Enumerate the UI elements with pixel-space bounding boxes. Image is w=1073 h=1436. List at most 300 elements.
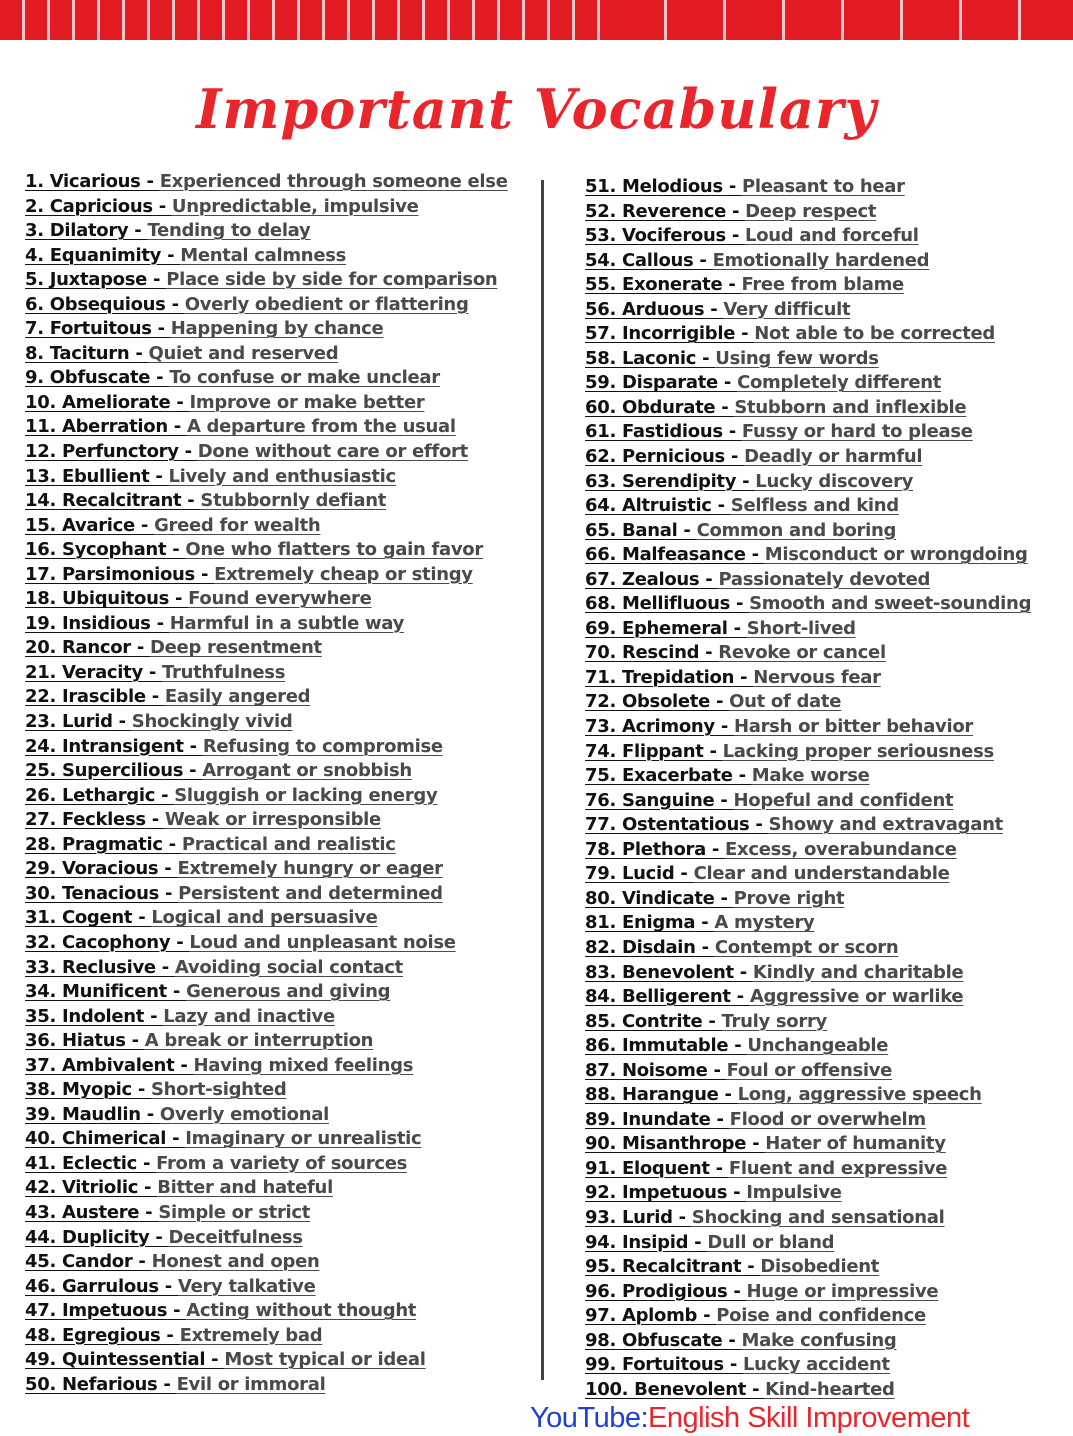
term-separator: - [733, 961, 753, 983]
vocabulary-entry [585, 322, 1065, 347]
vocabulary-term: 30. Tenacious [25, 882, 160, 904]
vocabulary-definition: Place side by side for comparison [166, 269, 498, 291]
vocabulary-term: 85. Contrite [585, 1010, 703, 1032]
vocabulary-term: 11. Aberration [25, 416, 168, 438]
vocabulary-entry [25, 415, 525, 440]
vocabulary-term: 86. Immutable [585, 1035, 729, 1057]
vocabulary-entry [25, 1103, 525, 1128]
vocabulary-term: 77. Ostentatious [585, 814, 750, 836]
vocabulary-definition: Done without care or effort [197, 441, 468, 463]
vocabulary-term: 79. Lucid [585, 863, 675, 885]
vocabulary-definition: Huge or impressive [746, 1280, 939, 1302]
term-separator: - [131, 1079, 151, 1101]
vocabulary-definition: Simple or strict [158, 1201, 311, 1223]
vocabulary-definition: Bitter and hateful [157, 1177, 333, 1199]
vocabulary-entry [25, 1324, 525, 1349]
vocabulary-term: 66. Malfeasance [585, 544, 746, 566]
vocabulary-definition: Logical and persuasive [151, 907, 378, 929]
vocabulary-definition: Extremely bad [179, 1324, 323, 1346]
term-separator: - [151, 318, 171, 340]
vocabulary-entry [585, 813, 1065, 838]
vocabulary-definition: Lucky accident [742, 1354, 890, 1376]
vocabulary-definition: Overly obedient or flattering [184, 293, 469, 315]
term-separator: - [723, 1354, 743, 1376]
vocabulary-term: 23. Lurid [25, 711, 113, 733]
vocabulary-term: 95. Recalcitrant [585, 1256, 742, 1278]
vocabulary-definition: Impulsive [746, 1182, 842, 1204]
vocabulary-definition: Deceitfulness [168, 1226, 303, 1248]
term-separator: - [714, 887, 734, 909]
term-separator: - [129, 342, 149, 364]
vocabulary-entry [585, 420, 1065, 445]
vocabulary-definition: Shocking and sensational [691, 1206, 945, 1228]
top-decorative-bar [0, 0, 1073, 40]
youtube-label: YouTube: [530, 1402, 649, 1434]
vocabulary-definition: Truly sorry [721, 1010, 827, 1032]
term-separator: - [705, 838, 726, 860]
vocabulary-term: 68. Mellifluous [585, 593, 730, 615]
vocabulary-term: 12. Perfunctory [25, 441, 179, 463]
term-separator: - [697, 1305, 717, 1327]
vocabulary-definition: A break or interruption [144, 1030, 374, 1052]
vocabulary-entry [585, 1353, 1065, 1378]
vocabulary-definition: Lucky discovery [755, 470, 914, 492]
vocabulary-term: 31. Cogent [25, 907, 133, 929]
term-separator: - [722, 421, 742, 443]
vocabulary-term: 94. Insipid [585, 1231, 689, 1253]
term-separator: - [727, 617, 747, 639]
vocabulary-entry [585, 1329, 1065, 1354]
vocabulary-term: 3. Dilatory [25, 220, 129, 242]
vocabulary-entry [585, 764, 1065, 789]
vocabulary-entry [25, 931, 525, 956]
vocabulary-entry [25, 1176, 525, 1201]
vocabulary-entry [585, 1010, 1065, 1035]
term-separator: - [183, 735, 203, 757]
vocabulary-entry [585, 617, 1065, 642]
vocabulary-entry [25, 1054, 525, 1079]
vocabulary-term: 62. Pernicious [585, 446, 725, 468]
vocabulary-term: 71. Trepidation [585, 666, 735, 688]
vocabulary-term: 33. Reclusive [25, 956, 156, 978]
vocabulary-entry [585, 592, 1065, 617]
vocabulary-term: 63. Serendipity [585, 470, 737, 492]
term-separator: - [725, 225, 746, 247]
vocabulary-entry [25, 1348, 525, 1373]
vocabulary-term: 96. Prodigious [585, 1280, 728, 1302]
term-separator: - [140, 171, 160, 192]
vocabulary-entry [585, 445, 1065, 470]
vocabulary-definition: Showy and extravagant [768, 814, 1003, 836]
vocabulary-term: 27. Feckless [25, 809, 146, 831]
term-separator: - [169, 588, 189, 610]
term-separator: - [142, 661, 163, 683]
term-separator: - [140, 1103, 160, 1125]
vocabulary-term: 4. Equanimity [25, 244, 162, 266]
vocabulary-term: 28. Pragmatic [25, 833, 163, 855]
term-separator: - [174, 1054, 194, 1076]
vocabulary-term: 84. Belligerent [585, 986, 731, 1008]
vocabulary-term: 56. Arduous [585, 298, 705, 320]
vocabulary-term: 52. Reverence [585, 200, 727, 222]
term-separator: - [704, 298, 724, 320]
term-separator: - [709, 1157, 729, 1179]
term-separator: - [730, 986, 750, 1008]
vocabulary-entry [585, 961, 1065, 986]
vocabulary-entry [25, 735, 525, 760]
vocabulary-term: 1. Vicarious [25, 171, 141, 192]
vocabulary-entry [25, 1373, 525, 1398]
vocabulary-entry [585, 494, 1065, 519]
vocabulary-term: 59. Disparate [585, 372, 718, 394]
vocabulary-entry [585, 1181, 1065, 1206]
vocabulary-term: 8. Taciturn [25, 342, 130, 364]
term-separator: - [745, 544, 765, 566]
term-separator: - [699, 642, 719, 664]
term-separator: - [736, 470, 756, 492]
term-separator: - [741, 1256, 761, 1278]
vocabulary-definition: Evil or immoral [176, 1373, 326, 1395]
vocabulary-entry [25, 244, 525, 269]
vocabulary-term: 37. Ambivalent [25, 1054, 175, 1076]
vocabulary-term: 58. Laconic [585, 347, 697, 369]
term-separator: - [707, 1059, 727, 1081]
vocabulary-entry [585, 862, 1065, 887]
term-separator: - [703, 740, 723, 762]
vocabulary-entry [25, 808, 525, 833]
vocabulary-entry [585, 519, 1065, 544]
vocabulary-definition: Stubbornly defiant [200, 490, 387, 512]
vocabulary-entry [25, 857, 525, 882]
vocabulary-definition: Kind-hearted [765, 1378, 895, 1400]
vocabulary-term: 65. Banal [585, 519, 678, 541]
term-separator: - [134, 514, 155, 536]
term-separator: - [735, 323, 755, 345]
vocabulary-entry [25, 538, 525, 563]
vocabulary-entry [25, 1078, 525, 1103]
term-separator: - [181, 490, 201, 512]
vocabulary-definition: Nervous fear [753, 666, 881, 688]
vocabulary-entry [25, 685, 525, 710]
term-separator: - [732, 765, 752, 787]
vocabulary-definition: Extremely cheap or stingy [214, 563, 473, 585]
column-divider [541, 180, 544, 1380]
vocabulary-entry [25, 612, 525, 637]
vocabulary-definition: Contempt or scorn [714, 936, 899, 958]
vocabulary-entry [585, 838, 1065, 863]
vocabulary-entry [585, 1034, 1065, 1059]
vocabulary-term: 70. Rescind [585, 642, 700, 664]
vocabulary-entry [25, 219, 525, 244]
vocabulary-entry [585, 1280, 1065, 1305]
vocabulary-entry [25, 636, 525, 661]
vocabulary-entry [25, 956, 525, 981]
term-separator: - [128, 220, 148, 242]
vocabulary-entry [25, 195, 525, 220]
vocabulary-entry [25, 759, 525, 784]
term-separator: - [158, 858, 178, 880]
vocabulary-definition: Overly emotional [159, 1103, 329, 1125]
vocabulary-term: 19. Insidious [25, 612, 151, 634]
vocabulary-definition: A mystery [714, 912, 815, 934]
vocabulary-definition: Emotionally hardened [712, 249, 930, 271]
term-separator: - [161, 244, 181, 266]
vocabulary-entry [585, 1255, 1065, 1280]
vocabulary-term: 48. Egregious [25, 1324, 161, 1346]
vocabulary-entry [25, 882, 525, 907]
vocabulary-definition: Completely different [737, 372, 942, 394]
vocabulary-entry [585, 1132, 1065, 1157]
vocabulary-term: 54. Callous [585, 249, 694, 271]
vocabulary-definition: To confuse or make unclear [169, 367, 440, 389]
term-separator: - [155, 784, 175, 806]
vocabulary-entry [25, 661, 525, 686]
term-separator: - [696, 347, 716, 369]
vocabulary-term: 91. Eloquent [585, 1157, 710, 1179]
vocabulary-term: 25. Supercilious [25, 760, 184, 782]
term-separator: - [718, 1084, 738, 1106]
vocabulary-definition: Unpredictable, impulsive [171, 195, 419, 217]
vocabulary-entry [25, 465, 525, 490]
vocabulary-term: 29. Voracious [25, 858, 159, 880]
vocabulary-entry [25, 833, 525, 858]
vocabulary-term: 57. Incorrigible [585, 323, 736, 345]
vocabulary-term: 40. Chimerical [25, 1128, 167, 1150]
vocabulary-entry [585, 371, 1065, 396]
vocabulary-definition: Out of date [729, 691, 842, 713]
vocabulary-entry [25, 563, 525, 588]
vocabulary-term: 5. Juxtapose [25, 269, 148, 291]
vocabulary-definition: Deep resentment [150, 637, 322, 659]
vocabulary-definition: Avoiding social contact [174, 956, 403, 978]
vocabulary-definition: Stubborn and inflexible [734, 396, 967, 418]
vocabulary-entry [585, 1378, 1065, 1403]
vocabulary-term: 21. Veracity [25, 661, 143, 683]
vocabulary-term: 38. Myopic [25, 1079, 132, 1101]
vocabulary-entry [25, 342, 525, 367]
vocabulary-entry [585, 690, 1065, 715]
vocabulary-term: 49. Quintessential [25, 1349, 206, 1371]
vocabulary-term: 35. Indolent [25, 1005, 145, 1027]
vocabulary-term: 73. Acrimony [585, 716, 715, 738]
term-separator: - [722, 274, 742, 296]
term-separator: - [138, 1177, 158, 1199]
vocabulary-definition: Loud and unpleasant noise [189, 931, 456, 953]
term-separator: - [734, 666, 754, 688]
term-separator: - [167, 416, 187, 438]
vocabulary-term: 97. Aplomb [585, 1305, 698, 1327]
vocabulary-term: 15. Avarice [25, 514, 135, 536]
vocabulary-term: 50. Nefarious [25, 1373, 158, 1395]
term-separator: - [150, 367, 170, 389]
term-separator: - [149, 1226, 169, 1248]
vocabulary-definition: Make worse [751, 765, 870, 787]
vocabulary-definition: Having mixed feelings [193, 1054, 414, 1076]
vocabulary-definition: Fussy or hard to please [741, 421, 973, 443]
term-separator: - [727, 1280, 747, 1302]
vocabulary-term: 7. Fortuitous [25, 318, 152, 340]
vocabulary-entry [25, 1005, 525, 1030]
vocabulary-term: 60. Obdurate [585, 396, 716, 418]
vocabulary-term: 53. Vociferous [585, 225, 726, 247]
term-separator: - [722, 176, 742, 197]
vocabulary-definition: Lacking proper seriousness [722, 740, 994, 762]
vocabulary-definition: Smooth and sweet-sounding [749, 593, 1032, 615]
vocabulary-term: 98. Obfuscate [585, 1329, 723, 1351]
vocabulary-term: 20. Rancor [25, 637, 131, 659]
vocabulary-term: 90. Misanthrope [585, 1133, 747, 1155]
vocabulary-definition: Practical and realistic [181, 833, 396, 855]
vocabulary-entry [585, 273, 1065, 298]
vocabulary-entry [585, 224, 1065, 249]
vocabulary-term: 88. Harangue [585, 1084, 719, 1106]
vocabulary-term: 67. Zealous [585, 568, 700, 590]
vocabulary-definition: Using few words [715, 347, 879, 369]
vocabulary-term: 34. Munificent [25, 981, 167, 1003]
vocabulary-definition: Harmful in a subtle way [169, 612, 405, 634]
term-separator: - [711, 495, 731, 517]
vocabulary-entry [585, 470, 1065, 495]
term-separator: - [152, 195, 172, 217]
term-separator: - [710, 1108, 730, 1130]
vocabulary-definition: Lazy and inactive [163, 1005, 335, 1027]
vocabulary-term: 26. Lethargic [25, 784, 156, 806]
vocabulary-term: 16. Sycophant [25, 539, 167, 561]
vocabulary-definition: Aggressive or warlike [749, 986, 964, 1008]
term-separator: - [695, 936, 715, 958]
term-separator: - [746, 1378, 766, 1400]
vocabulary-term: 39. Maudlin [25, 1103, 141, 1125]
vocabulary-entry [25, 366, 525, 391]
vocabulary-definition: Very difficult [723, 298, 851, 320]
vocabulary-term: 32. Cacophony [25, 931, 171, 953]
vocabulary-definition: Hater of humanity [765, 1133, 946, 1155]
vocabulary-entry [585, 1059, 1065, 1084]
vocabulary-term: 64. Altruistic [585, 495, 712, 517]
vocabulary-definition: Misconduct or wrongdoing [764, 544, 1028, 566]
vocabulary-definition: Most typical or ideal [224, 1349, 426, 1371]
term-separator: - [145, 686, 165, 708]
vocabulary-definition: Not able to be corrected [754, 323, 996, 345]
vocabulary-term: 10. Ameliorate [25, 391, 171, 413]
vocabulary-entry [585, 1304, 1065, 1329]
term-separator: - [746, 1133, 766, 1155]
vocabulary-entry [585, 1083, 1065, 1108]
vocabulary-term: 24. Intransigent [25, 735, 184, 757]
term-separator: - [160, 1324, 180, 1346]
vocabulary-term: 43. Austere [25, 1201, 140, 1223]
vocabulary-list-right [585, 175, 1065, 1402]
term-separator: - [727, 1182, 747, 1204]
term-separator: - [674, 863, 694, 885]
vocabulary-term: 2. Capricious [25, 195, 153, 217]
vocabulary-definition: Short-lived [746, 617, 856, 639]
vocabulary-definition: One who flatters to gain favor [185, 539, 483, 561]
vocabulary-definition: Long, aggressive speech [737, 1084, 982, 1106]
vocabulary-term: 100. Benevolent [585, 1378, 747, 1400]
vocabulary-term: 6. Obsequious [25, 293, 166, 315]
vocabulary-entry [25, 489, 525, 514]
vocabulary-term: 93. Lurid [585, 1206, 673, 1228]
term-separator: - [677, 519, 697, 541]
vocabulary-entry [25, 1201, 525, 1226]
term-separator: - [132, 907, 152, 929]
vocabulary-entry [25, 268, 525, 293]
vocabulary-definition: Excess, overabundance [725, 838, 957, 860]
vocabulary-entry [25, 514, 525, 539]
vocabulary-entry [25, 440, 525, 465]
vocabulary-definition: From a variety of sources [156, 1152, 408, 1174]
term-separator: - [194, 563, 215, 585]
vocabulary-term: 44. Duplicity [25, 1226, 150, 1248]
vocabulary-definition: Improve or make better [189, 391, 425, 413]
term-separator: - [137, 1152, 157, 1174]
term-separator: - [125, 1030, 145, 1052]
vocabulary-entry [25, 906, 525, 931]
vocabulary-definition: Shockingly vivid [131, 711, 293, 733]
vocabulary-entry [585, 1231, 1065, 1256]
vocabulary-list-left [25, 170, 525, 1397]
vocabulary-definition: Deep respect [745, 200, 877, 222]
term-separator: - [178, 441, 198, 463]
vocabulary-definition: Happening by chance [170, 318, 384, 340]
vocabulary-entry [585, 347, 1065, 372]
term-separator: - [183, 760, 203, 782]
vocabulary-entry [25, 1152, 525, 1177]
term-separator: - [166, 981, 187, 1003]
vocabulary-term: 89. Inundate [585, 1108, 711, 1130]
term-separator: - [130, 637, 150, 659]
vocabulary-entry [585, 715, 1065, 740]
term-separator: - [726, 200, 746, 222]
vocabulary-entry [585, 641, 1065, 666]
vocabulary-entry [25, 587, 525, 612]
vocabulary-definition: Dull or bland [707, 1231, 835, 1253]
vocabulary-entry [585, 911, 1065, 936]
vocabulary-entry [585, 1108, 1065, 1133]
vocabulary-term: 55. Exonerate [585, 274, 723, 296]
term-separator: - [139, 1201, 159, 1223]
vocabulary-term: 74. Flippant [585, 740, 704, 762]
vocabulary-definition: A departure from the usual [186, 416, 456, 438]
vocabulary-definition: Kindly and charitable [752, 961, 964, 983]
term-separator: - [155, 956, 175, 978]
vocabulary-term: 41. Eclectic [25, 1152, 138, 1174]
vocabulary-definition: Refusing to compromise [202, 735, 443, 757]
vocabulary-definition: Greed for wealth [154, 514, 321, 536]
vocabulary-term: 82. Disdain [585, 936, 696, 958]
vocabulary-term: 17. Parsimonious [25, 563, 195, 585]
vocabulary-term: 72. Obsolete [585, 691, 711, 713]
vocabulary-entry [585, 1157, 1065, 1182]
vocabulary-entry [585, 298, 1065, 323]
vocabulary-term: 47. Impetuous [25, 1300, 168, 1322]
term-separator: - [166, 539, 186, 561]
vocabulary-entry [585, 936, 1065, 961]
term-separator: - [170, 391, 190, 413]
vocabulary-entry [585, 568, 1065, 593]
vocabulary-definition: Arrogant or snobbish [202, 760, 412, 782]
term-separator: - [672, 1206, 692, 1228]
term-separator: - [167, 1300, 187, 1322]
vocabulary-entry [585, 887, 1065, 912]
vocabulary-definition: Very talkative [177, 1275, 316, 1297]
vocabulary-definition: Truthfulness [162, 661, 286, 683]
vocabulary-definition: Easily angered [164, 686, 311, 708]
term-separator: - [132, 1251, 152, 1273]
vocabulary-definition: Passionately devoted [718, 568, 931, 590]
term-separator: - [112, 711, 132, 733]
